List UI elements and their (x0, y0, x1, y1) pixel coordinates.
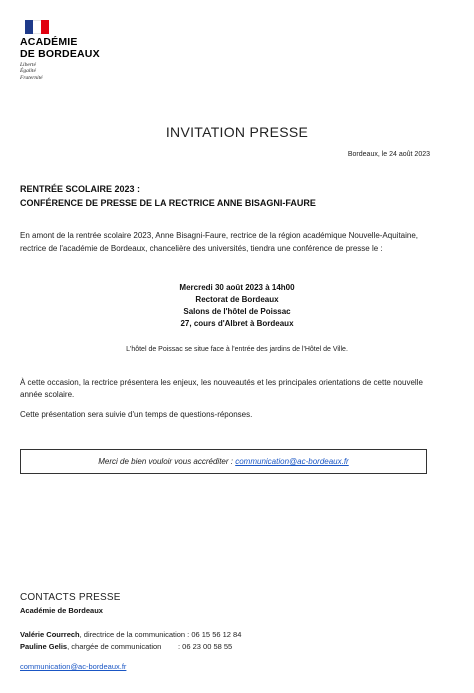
contact-line-1 (20, 630, 241, 639)
event-room: Salons de l'hôtel de Poissac (183, 307, 291, 316)
page-title: INVITATION PRESSE (165, 124, 309, 140)
event-address: 27, cours d'Albret à Bordeaux (180, 319, 294, 328)
subject-line2: CONFÉRENCE DE PRESSE DE LA RECTRICE ANNE BISAGNI-FAURE (20, 197, 316, 208)
event-date: Mercredi 30 août 2023 à 14h00 (179, 283, 295, 292)
republic-flag-icon (25, 20, 49, 34)
logo-title-line2: DE BORDEAUX (20, 47, 100, 60)
subject-line1: RENTRÉE SCOLAIRE 2023 : (20, 184, 141, 194)
document-date: Bordeaux, le 24 août 2023 (347, 151, 430, 158)
subject-heading (20, 183, 316, 210)
republic-motto (20, 62, 43, 81)
contact-1-role: , directrice de la communication : 06 15 56 12 84 (79, 630, 242, 639)
accreditation-text: Merci de bien vouloir vous accréditer : (98, 457, 236, 466)
event-details (0, 282, 474, 330)
accreditation-email-link[interactable]: communication@ac-bordeaux.fr (235, 457, 349, 466)
flag-red-stripe (41, 20, 49, 34)
occasion-paragraph: À cette occasion, la rectrice présentera les enjeux, les nouveautés et les principales orientations de cette nouvelle année scolaire. (20, 378, 423, 399)
academy-logo-title (20, 37, 100, 60)
motto-egalite: Égalité (20, 68, 36, 75)
intro-paragraph: En amont de la rentrée scolaire 2023, Anne Bisagni-Faure, rectrice de la région académique Nouvelle-Aquitaine, rectrice de l'académie de Bordeaux, chancelière des universités, tiendra une conférence de presse le : (20, 231, 419, 253)
location-note: L'hôtel de Poissac se situe face à l'entrée des jardins de l'Hôtel de Ville. (126, 346, 348, 353)
qa-paragraph: Cette présentation sera suivie d'un temps de questions-réponses. (20, 410, 253, 419)
contacts-title: CONTACTS PRESSE (20, 592, 121, 603)
flag-white-stripe (33, 20, 41, 34)
motto-liberte: Liberté (20, 62, 36, 68)
contacts-organization: Académie de Bordeaux (20, 606, 103, 615)
event-place: Rectorat de Bordeaux (195, 295, 279, 304)
flag-blue-stripe (25, 20, 33, 34)
contact-2-role: , chargée de communication : 06 23 00 58 55 (67, 642, 233, 651)
contact-2-name: Pauline Gelis (20, 642, 68, 651)
contact-email-link[interactable]: communication@ac-bordeaux.fr (20, 662, 127, 671)
contact-line-2 (20, 642, 232, 651)
motto-fraternite: Fraternité (20, 74, 43, 81)
accreditation-box (20, 449, 427, 474)
contact-1-name: Valérie Courrech (20, 630, 80, 639)
logo-title-line1: ACADÉMIE (20, 36, 78, 48)
